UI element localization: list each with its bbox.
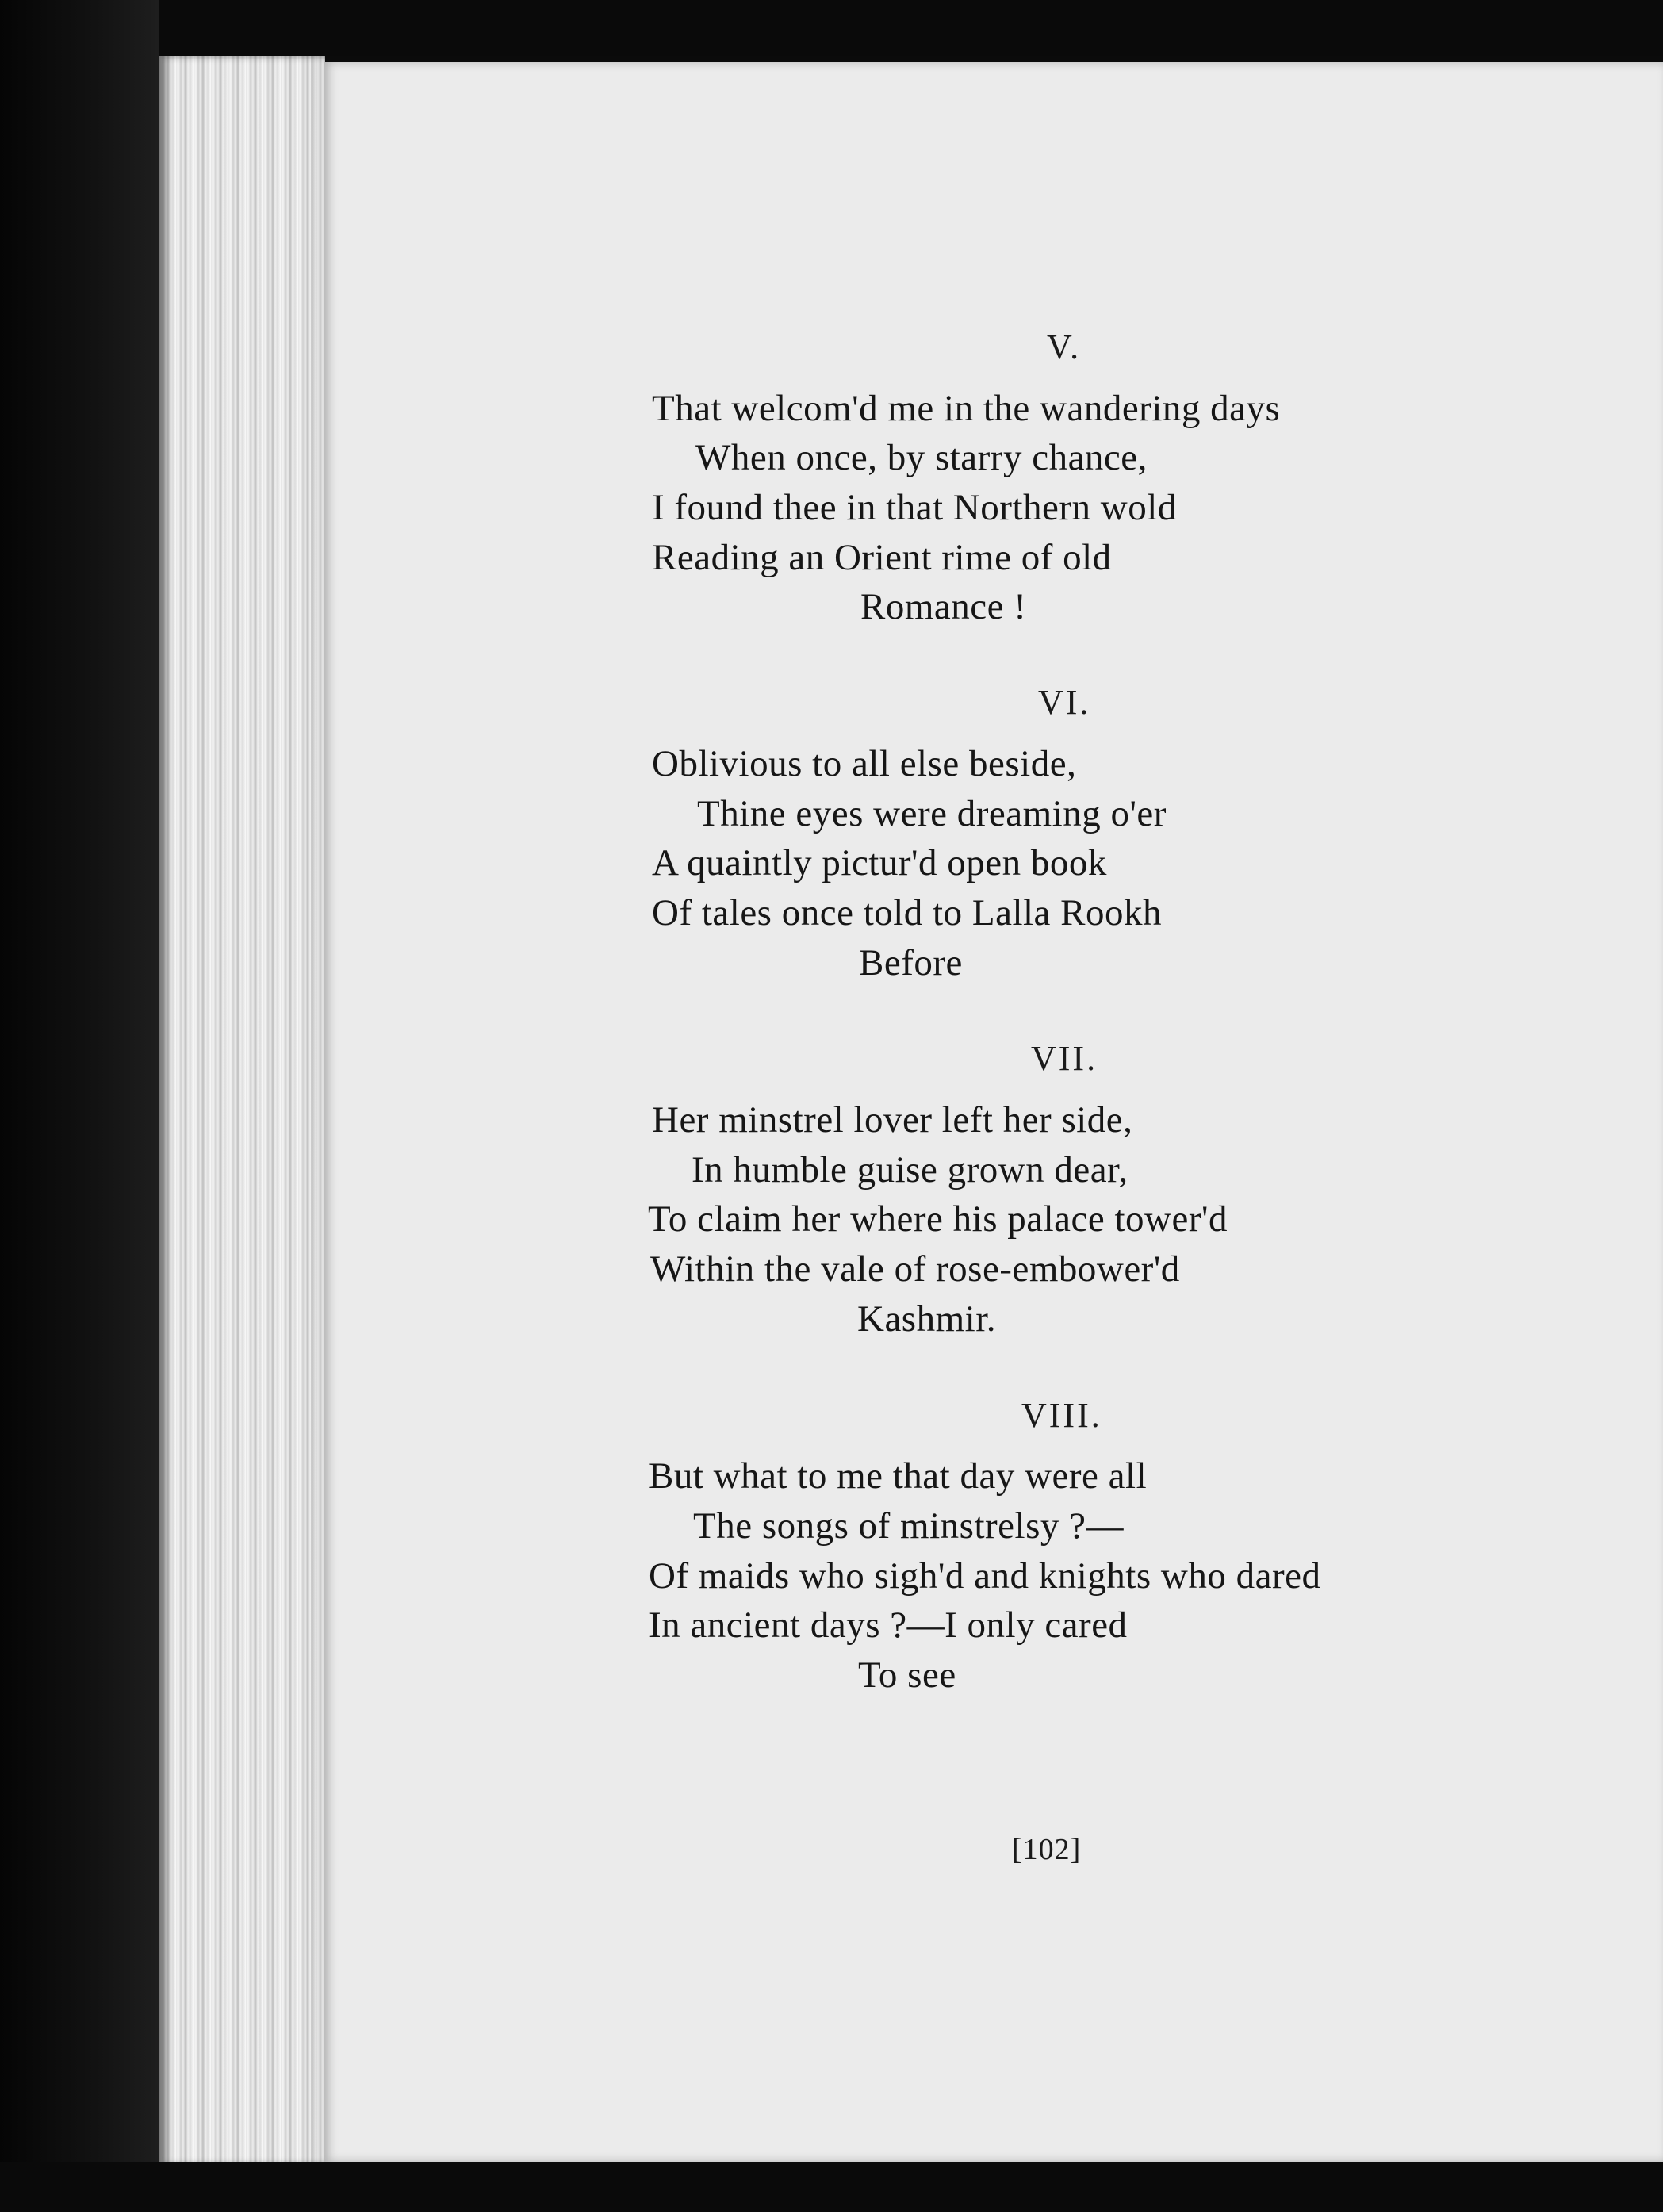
poem-line: Oblivious to all else beside, (652, 743, 1077, 784)
poem-line: When once, by starry chance, (695, 437, 1148, 478)
poem-line: Her minstrel lover left her side, (652, 1099, 1133, 1141)
book-cover-edge (0, 0, 159, 2212)
poem-line: I found thee in that Northern wold (652, 487, 1177, 528)
poem-line: Romance ! (860, 586, 1027, 627)
page-number: [102] (1012, 1833, 1082, 1866)
poem-line: Of maids who sigh'd and knights who dared (649, 1555, 1321, 1597)
poem-line: Of tales once told to Lalla Rookh (652, 892, 1163, 933)
stanza-number: VIII. (1021, 1396, 1102, 1435)
stanza-number: VII. (1031, 1039, 1098, 1078)
scan-top-border (159, 0, 1663, 56)
poem-line: Thine eyes were dreaming o'er (697, 793, 1167, 834)
poem-line: To see (858, 1654, 956, 1696)
poem-line: In humble guise grown dear, (692, 1149, 1128, 1190)
poem-line: A quaintly pictur'd open book (652, 842, 1107, 884)
poem-line: Kashmir. (857, 1298, 997, 1340)
page-edges (159, 56, 325, 2165)
poem-line: The songs of minstrelsy ?— (693, 1505, 1124, 1547)
poem-line: In ancient days ?—I only cared (649, 1604, 1128, 1646)
poem-line: To claim her where his palace tower'd (648, 1198, 1228, 1240)
poem-line: That welcom'd me in the wandering days (652, 388, 1281, 429)
poem-line: But what to me that day were all (649, 1455, 1148, 1497)
poem-line: Within the vale of rose-embower'd (650, 1248, 1180, 1290)
poem-line: Reading an Orient rime of old (652, 537, 1112, 578)
poem-line: Before (859, 942, 963, 983)
scan-bottom-border (0, 2162, 1663, 2212)
stanza-number: VI. (1038, 683, 1091, 722)
stanza-number: V. (1047, 328, 1082, 366)
